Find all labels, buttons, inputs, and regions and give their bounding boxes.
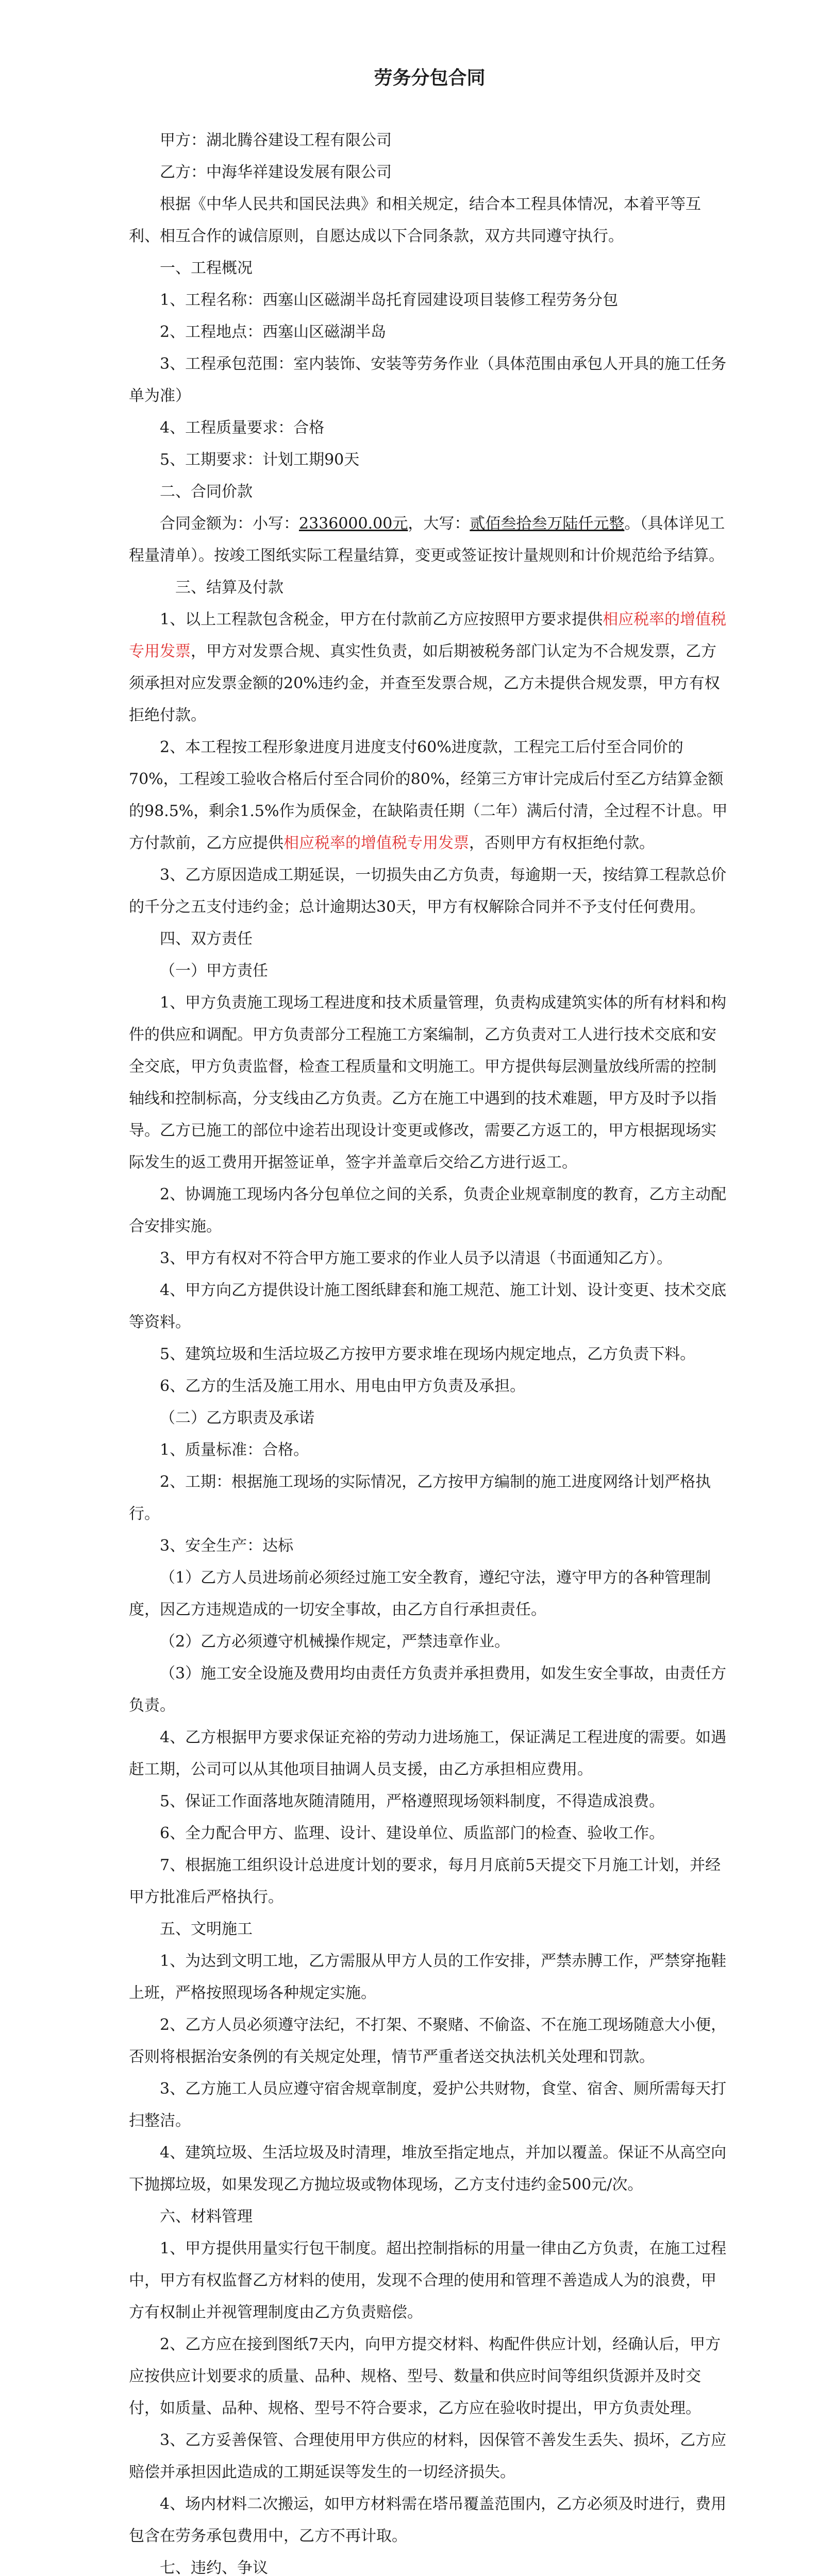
clause-text: ，否则甲方有权拒绝付款。: [469, 834, 655, 852]
section-1-heading: 一、工程概况: [160, 259, 253, 277]
payment-clause-1: [129, 604, 730, 732]
vat-invoice-highlight: 相应税率的增值税专用发票: [129, 611, 727, 660]
party-b-duty: 5、保证工作面落地灰随清随用，严格遵照现场领料制度，不得造成浪费。: [160, 1792, 665, 1810]
party-a-duty: 6、乙方的生活及施工用水、用电由甲方负责及承担。: [160, 1377, 526, 1395]
price-big: 贰佰叁拾叁万陆仟元整: [470, 515, 625, 533]
contract-price: [129, 508, 730, 572]
section-1-item: 1、工程名称：西塞山区磁湖半岛托育园建设项目装修工程劳务分包: [160, 291, 619, 309]
payment-clause-2: [129, 732, 730, 859]
section-1-item: 4、工程质量要求：合格: [160, 419, 325, 437]
party-b-duty: 3、安全生产：达标: [160, 1537, 294, 1555]
clause-text: ，甲方对发票合规、真实性负责，如后期被税务部门认定为不合规发票，乙方须承担对应发票金额的20%违约金，并查至发票合规，乙方未提供合规发票，甲方有权拒绝付款。: [129, 642, 720, 724]
vat-invoice-highlight: 相应税率的增值税专用发票: [283, 834, 469, 852]
material-item: 3、乙方妥善保管、合理使用甲方供应的材料，因保管不善发生丢失、损坏，乙方应赔偿并承担因此造成的工期延误等发生的一切经济损失。: [129, 2431, 727, 2481]
party-a-duty: 3、甲方有权对不符合甲方施工要求的作业人员予以清退（书面通知乙方）。: [160, 1249, 673, 1267]
section-6-heading: 六、材料管理: [160, 2208, 253, 2226]
party-a-duties-heading: （一）甲方责任: [160, 962, 268, 980]
party-b-duty: 2、工期：根据施工现场的实际情况，乙方按甲方编制的施工进度网络计划严格执行。: [129, 1473, 711, 1523]
civilized-construction-item: 4、建筑垃圾、生活垃圾及时清理，堆放至指定地点，并加以覆盖。保证不从高空向下抛掷垃圾，如果发现乙方抛垃圾或物体现场，乙方支付违约金500元/次。: [129, 2144, 727, 2194]
section-1-item: 3、工程承包范围：室内装饰、安装等劳务作业（具体范围由承包人开具的施工任务单为准）: [129, 355, 727, 405]
section-5-heading: 五、文明施工: [160, 1920, 253, 1938]
clause-text: 2、本工程按工程形象进度月进度支付60%进度款，工程完工后付至合同价的70%，工程竣工验收合格后付至合同价的80%，经第三方审计完成后付至乙方结算金额的98.5%，剩余1.5%作为质保金，在缺陷责任期（二年）满后付清，全过程不计息。甲方付款前，乙方应提供: [129, 738, 728, 852]
party-a-duty: 2、协调施工现场内各分包单位之间的关系，负责企业规章制度的教育，乙方主动配合安排实施。: [129, 1185, 727, 1235]
party-b: 乙方：中海华祥建设发展有限公司: [160, 163, 392, 181]
section-4-heading: 四、双方责任: [160, 930, 253, 948]
party-b-duty: 7、根据施工组织设计总进度计划的要求，每月月底前5天提交下月施工计划，并经甲方批准后严格执行。: [129, 1856, 721, 1906]
party-b-duty: 1、质量标准：合格。: [160, 1441, 309, 1459]
price-prefix: 合同金额为：小写：: [160, 515, 299, 533]
section-3-heading: 三、结算及付款: [175, 579, 283, 597]
price-mid: ，大写：: [408, 515, 470, 533]
price-suffix: 。（具体详见工程量清单）。按竣工图纸实际工程量结算，变更或签证按计量规则和计价规范给予结算。: [129, 515, 725, 565]
safety-item: （3）施工安全设施及费用均由责任方负责并承担费用，如发生安全事故，由责任方负责。: [129, 1665, 727, 1715]
material-item: 2、乙方应在接到图纸7天内，向甲方提交材料、构配件供应计划，经确认后，甲方应按供应计划要求的质量、品种、规格、型号、数量和供应时间等组织货源并及时交付，如质量、品种、规格、型号不符合要求，乙方应在验收时提出，甲方负责处理。: [129, 2335, 721, 2417]
party-a-duty: 1、甲方负责施工现场工程进度和技术质量管理，负责构成建筑实体的所有材料和构件的供应和调配。甲方负责部分工程施工方案编制，乙方负责对工人进行技术交底和安全交底，甲方负责监督，检查工程质量和文明施工。甲方提供每层测量放线所需的控制轴线和控制标高，分支线由乙方负责。乙方在施工中遇到的技术难题，甲方及时予以指导。乙方已施工的部位中途若出现设计变更或修改，需要乙方返工的，甲方根据现场实际发生的返工费用开据签证单，签字并盖章后交给乙方进行返工。: [129, 994, 727, 1172]
civilized-construction-item: 1、为达到文明工地，乙方需服从甲方人员的工作安排，严禁赤膊工作，严禁穿拖鞋上班，严格按照现场各种规定实施。: [129, 1952, 727, 2002]
document-title: 劳务分包合同: [374, 67, 486, 89]
party-a-duty: 5、建筑垃圾和生活垃圾乙方按甲方要求堆在现场内规定地点，乙方负责下料。: [160, 1345, 696, 1363]
section-2-heading: 二、合同价款: [160, 483, 253, 501]
section-1-item: 5、工期要求：计划工期90天: [160, 451, 360, 469]
section-1-item: 2、工程地点：西塞山区磁湖半岛: [160, 323, 387, 341]
payment-clause-3: 3、乙方原因造成工期延误，一切损失由乙方负责，每逾期一天，按结算工程款总价的千分之五支付违约金；总计逾期达30天，甲方有权解除合同并不予支付任何费用。: [129, 866, 727, 916]
safety-item: （1）乙方人员进场前必须经过施工安全教育，遵纪守法，遵守甲方的各种管理制度，因乙方违规造成的一切安全事故，由乙方自行承担责任。: [129, 1569, 711, 1619]
section-7-heading: 七、违约、争议: [160, 2559, 268, 2576]
party-a: 甲方：湖北腾谷建设工程有限公司: [160, 131, 392, 149]
party-b-duties-heading: （二）乙方职责及承诺: [160, 1409, 314, 1427]
civilized-construction-item: 3、乙方施工人员应遵守宿舍规章制度，爱护公共财物，食堂、宿舍、厕所需每天打扫整洁。: [129, 2080, 727, 2130]
preamble: 根据《中华人民共和国民法典》和相关规定，结合本工程具体情况，本着平等互利、相互合作的诚信原则，自愿达成以下合同条款，双方共同遵守执行。: [129, 195, 701, 245]
party-b-duty: 6、全力配合甲方、监理、设计、建设单位、质监部门的检查、验收工作。: [160, 1824, 665, 1842]
civilized-construction-item: 2、乙方人员必须遵守法纪，不打架、不聚赌、不偷盗、不在施工现场随意大小便，否则将根据治安条例的有关规定处理，情节严重者送交执法机关处理和罚款。: [129, 2016, 727, 2066]
price-small: 2336000.00元: [299, 515, 408, 533]
party-b-duty: 4、乙方根据甲方要求保证充裕的劳动力进场施工，保证满足工程进度的需要。如遇赶工期，公司可以从其他项目抽调人员支援，由乙方承担相应费用。: [129, 1728, 727, 1778]
safety-item: （2）乙方必须遵守机械操作规定，严禁违章作业。: [160, 1633, 510, 1651]
material-item: 4、场内材料二次搬运，如甲方材料需在塔吊覆盖范围内，乙方必须及时进行，费用包含在劳务承包费用中，乙方不再计取。: [129, 2495, 727, 2545]
material-item: 1、甲方提供用量实行包干制度。超出控制指标的用量一律由乙方负责，在施工过程中，甲方有权监督乙方材料的使用，发现不合理的使用和管理不善造成人为的浪费，甲方有权制止并视管理制度由乙方负责赔偿。: [129, 2240, 727, 2321]
party-a-duty: 4、甲方向乙方提供设计施工图纸肆套和施工规范、施工计划、设计变更、技术交底等资料。: [129, 1281, 727, 1331]
clause-text: 1、以上工程款包含税金，甲方在付款前乙方应按照甲方要求提供: [160, 611, 603, 629]
